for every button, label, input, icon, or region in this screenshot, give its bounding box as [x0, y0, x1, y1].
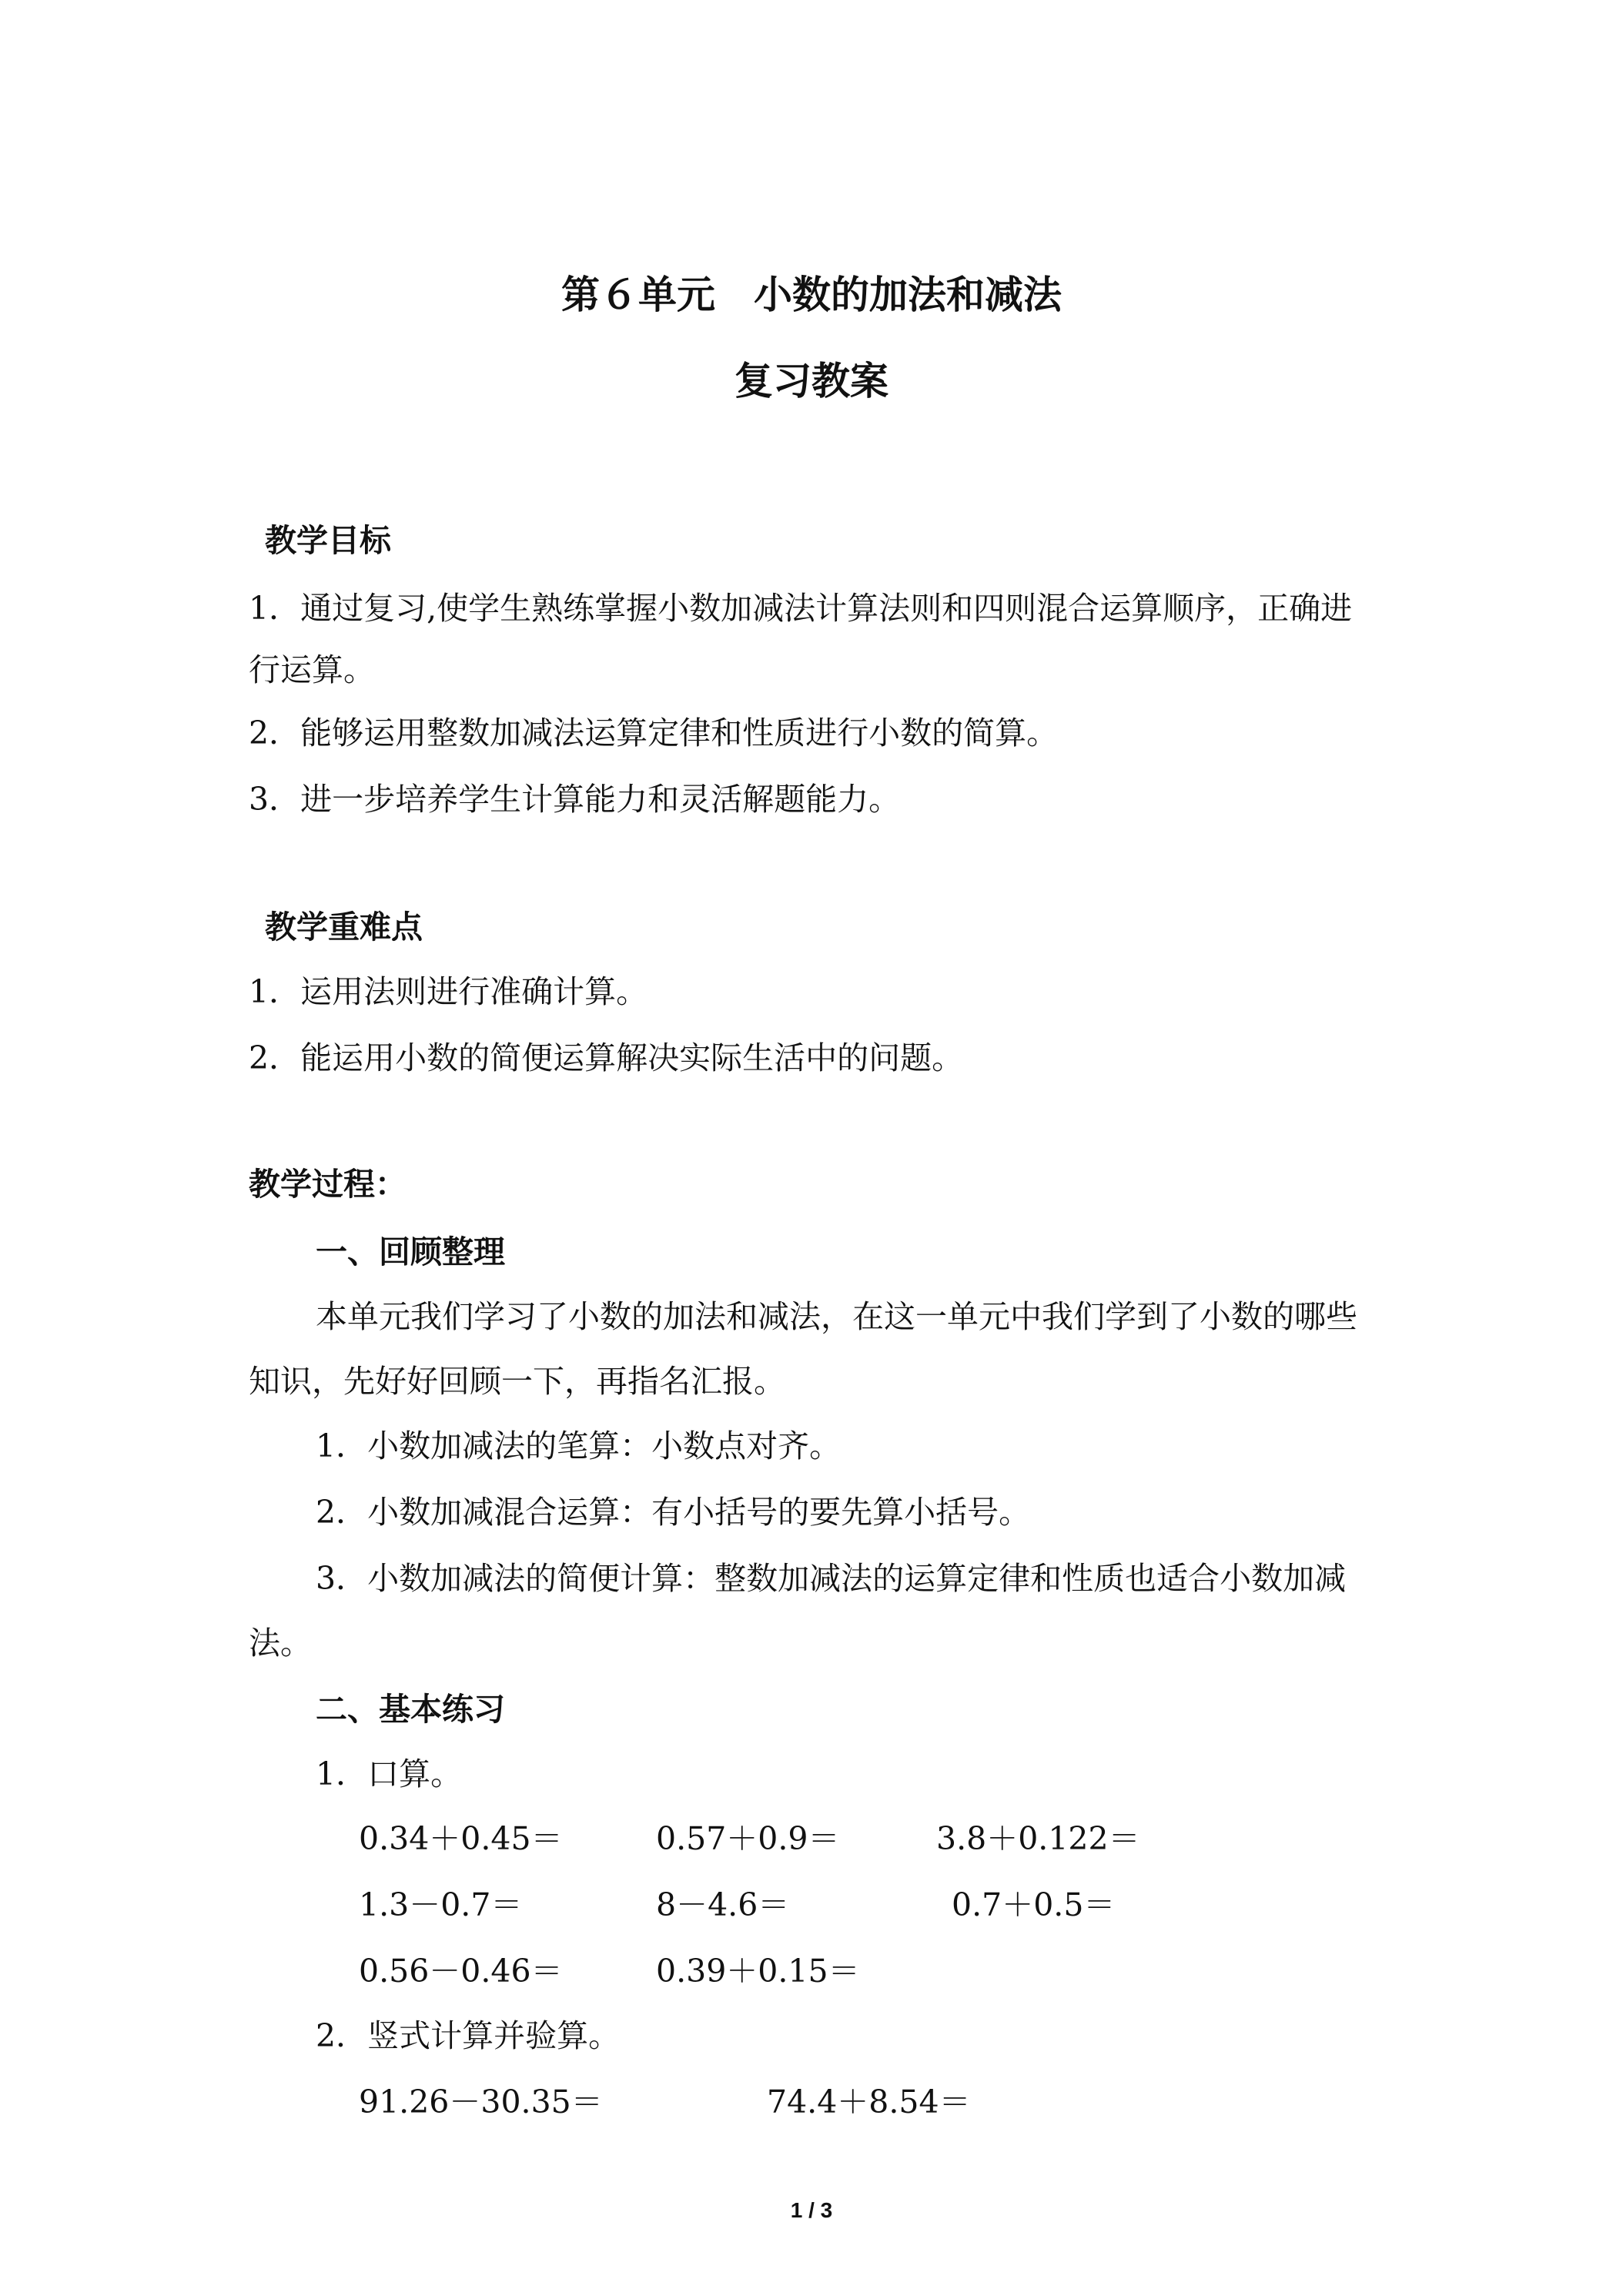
mental-math-item: 3.8＋0.122＝	[936, 1820, 1140, 1857]
page-number: 1 / 3	[790, 2198, 833, 2222]
exercise-1-label: 1．口算。	[316, 1755, 463, 1792]
mental-math-item: 1.3－0.7＝	[359, 1886, 523, 1923]
vertical-calc-item: 74.4＋8.54＝	[767, 2083, 971, 2120]
exercise-2-label: 2．竖式计算并验算。	[316, 2017, 621, 2054]
objective-item-3: 3．进一步培养学生计算能力和灵活解题能力。	[249, 781, 901, 818]
mental-math-item: 0.56－0.46＝	[359, 1953, 563, 1990]
section-1-intro-line-2: 知识，先好好回顾一下，再指名汇报。	[249, 1363, 785, 1400]
vertical-calc-item: 91.26－30.35＝	[359, 2083, 603, 2120]
mental-math-item: 0.39＋0.15＝	[656, 1953, 860, 1990]
section-1-point-3-line-2: 法。	[249, 1625, 312, 1662]
section-1-heading: 一、回顾整理	[316, 1233, 505, 1270]
document-subtitle: 复习教案	[735, 359, 888, 403]
objective-item-2: 2．能够运用整数加减法运算定律和性质进行小数的简算。	[249, 715, 1059, 751]
objectives-heading: 教学目标	[265, 522, 391, 559]
key-points-heading: 教学重难点	[265, 909, 423, 946]
mental-math-item: 0.34＋0.45＝	[359, 1820, 563, 1857]
objective-item-1-line-1: 1．通过复习,使学生熟练掌握小数加减法计算法则和四则混合运算顺序，正确进	[249, 590, 1353, 627]
mental-math-item: 8－4.6＝	[656, 1886, 790, 1923]
section-1-point-2: 2．小数加减混合运算：有小括号的要先算小括号。	[316, 1494, 1031, 1531]
key-point-item-1: 1．运用法则进行准确计算。	[249, 973, 648, 1010]
mental-math-item: 0.7＋0.5＝	[952, 1886, 1116, 1923]
section-1-intro-line-1: 本单元我们学习了小数的加法和减法，在这一单元中我们学到了小数的哪些	[316, 1298, 1357, 1335]
objective-item-1-line-2: 行运算。	[249, 651, 375, 688]
section-2-heading: 二、基本练习	[316, 1691, 505, 1728]
key-point-item-2: 2．能运用小数的简便运算解决实际生活中的问题。	[249, 1039, 964, 1076]
document-title: 第６单元 小数的加法和减法	[561, 273, 1062, 317]
section-1-point-3-line-1: 3．小数加减法的简便计算：整数加减法的运算定律和性质也适合小数加减	[316, 1560, 1347, 1597]
mental-math-item: 0.57＋0.9＝	[656, 1820, 840, 1857]
section-1-point-1: 1．小数加减法的笔算：小数点对齐。	[316, 1427, 842, 1464]
process-heading: 教学过程：	[249, 1166, 407, 1203]
